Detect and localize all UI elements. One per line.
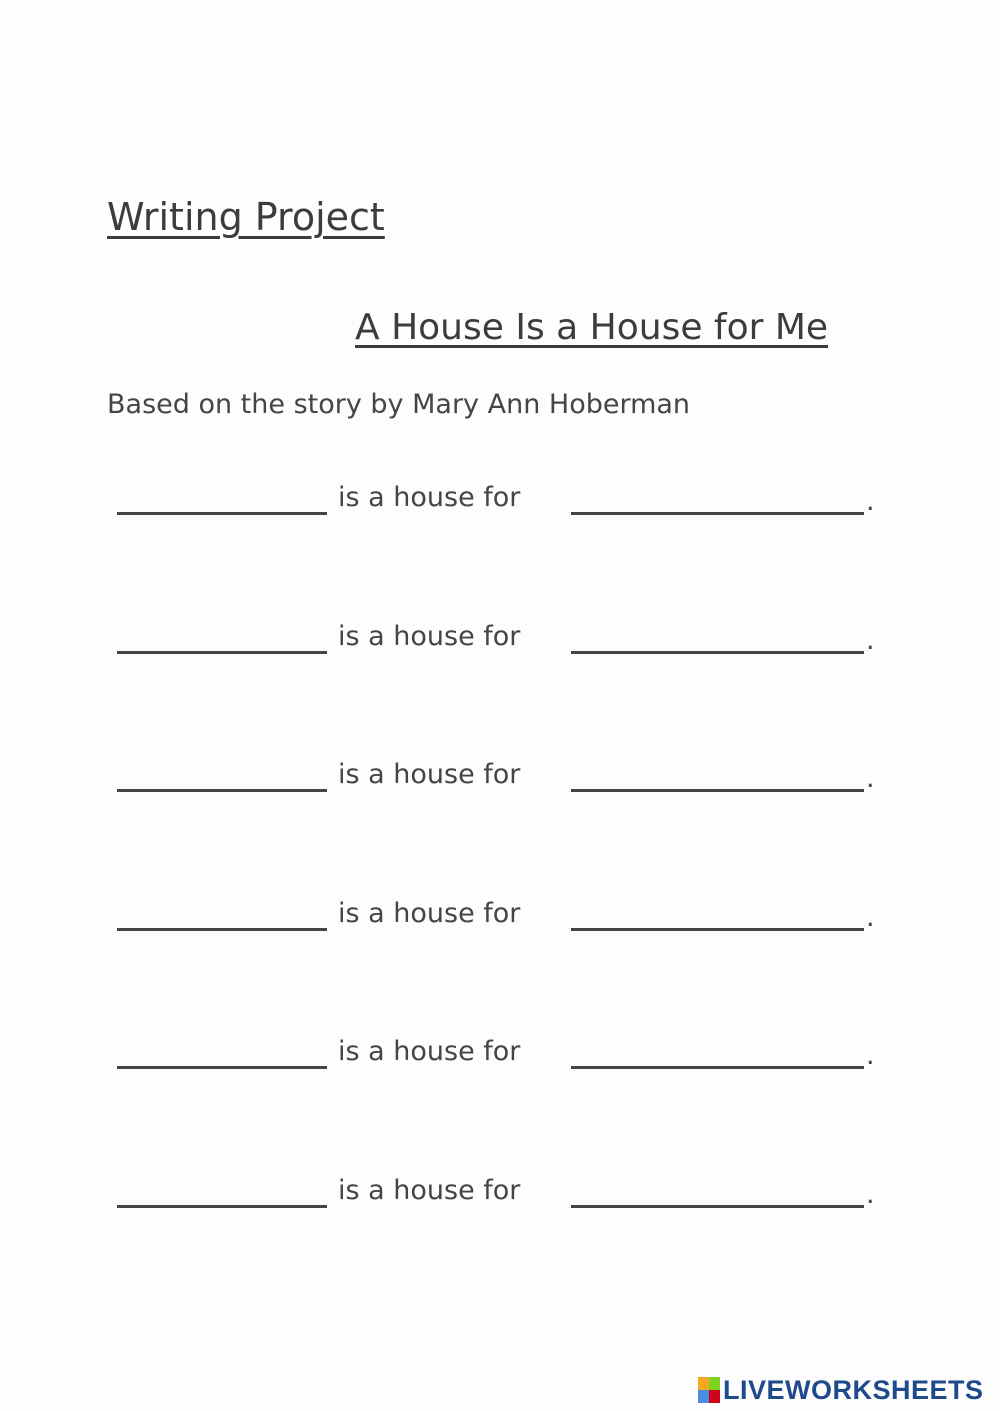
blank-house-field[interactable] (117, 1066, 327, 1069)
blank-house-field[interactable] (117, 651, 327, 654)
line-phrase: is a house for (338, 1036, 521, 1067)
line-phrase: is a house for (338, 898, 521, 929)
liveworksheets-logo[interactable] (698, 1376, 984, 1404)
blank-owner-field[interactable] (571, 1205, 864, 1208)
liveworksheets-logo-icon (698, 1377, 720, 1403)
worksheet-heading: Writing Project (107, 195, 385, 239)
fill-in-line (0, 755, 1000, 805)
blank-house-field[interactable] (117, 512, 327, 515)
fill-in-line (0, 1171, 1000, 1221)
fill-in-line (0, 617, 1000, 667)
logo-square-icon (698, 1390, 709, 1403)
logo-square-icon (709, 1377, 720, 1390)
blank-house-field[interactable] (117, 1205, 327, 1208)
fill-in-line (0, 1032, 1000, 1082)
blank-owner-field[interactable] (571, 651, 864, 654)
line-phrase: is a house for (338, 1175, 521, 1206)
line-period: . (866, 1179, 875, 1210)
blank-owner-field[interactable] (571, 928, 864, 931)
story-credit: Based on the story by Mary Ann Hoberman (107, 389, 691, 420)
story-title: A House Is a House for Me (355, 307, 829, 348)
liveworksheets-logo-text: LIVEWORKSHEETS (723, 1374, 984, 1405)
line-period: . (866, 486, 875, 517)
blank-house-field[interactable] (117, 928, 327, 931)
line-period: . (866, 763, 875, 794)
line-period: . (866, 902, 875, 933)
blank-owner-field[interactable] (571, 512, 864, 515)
logo-square-icon (709, 1390, 720, 1403)
line-phrase: is a house for (338, 482, 521, 513)
line-phrase: is a house for (338, 621, 521, 652)
blank-house-field[interactable] (117, 789, 327, 792)
logo-square-icon (698, 1377, 709, 1390)
fill-in-line (0, 478, 1000, 528)
blank-owner-field[interactable] (571, 1066, 864, 1069)
line-period: . (866, 625, 875, 656)
line-phrase: is a house for (338, 759, 521, 790)
fill-in-line (0, 894, 1000, 944)
blank-owner-field[interactable] (571, 789, 864, 792)
line-period: . (866, 1040, 875, 1071)
